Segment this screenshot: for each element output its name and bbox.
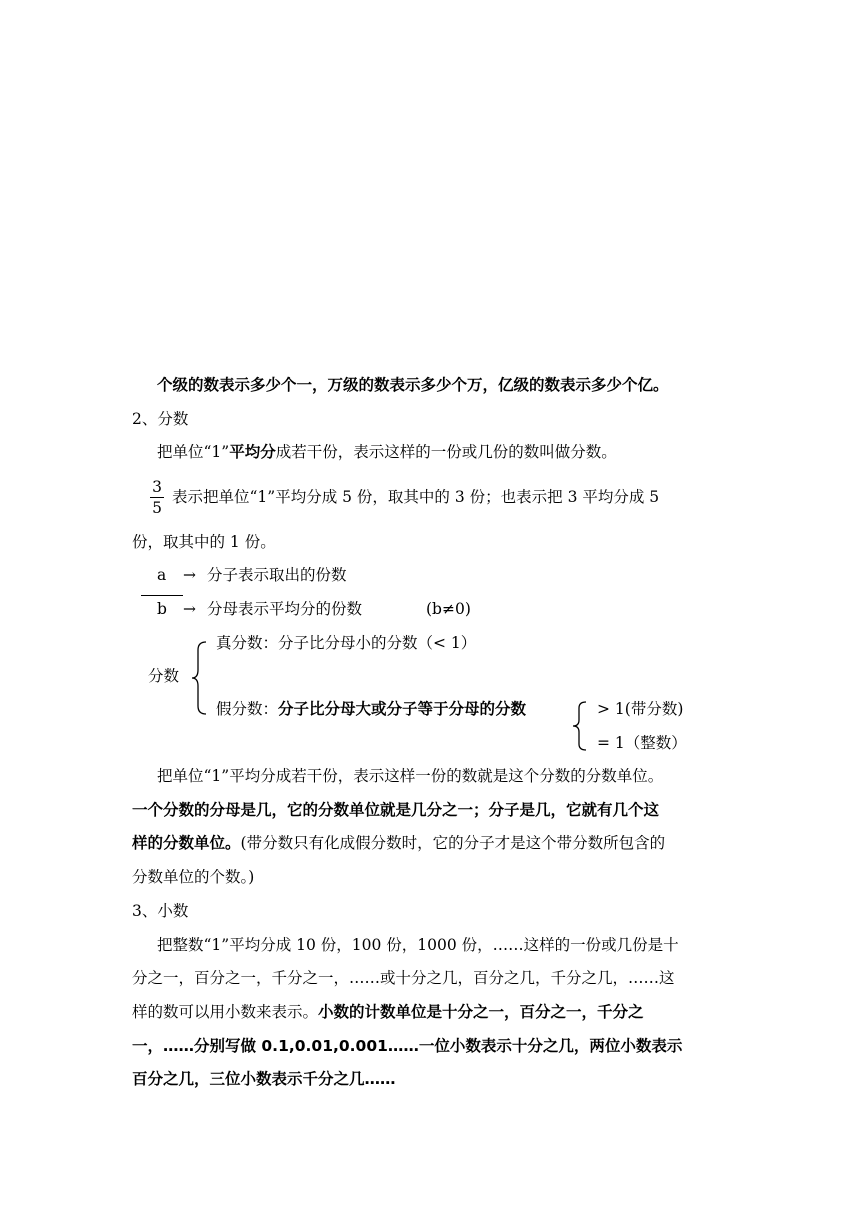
fraction-def-bold: 平均分 <box>229 443 276 461</box>
improper-equal: = 1（整数） <box>597 734 687 752</box>
unit-bold-1: 一个分数的分母是几，它的分数单位就是几分之一；分子是几，它就有几个这 <box>132 801 660 819</box>
denominator-desc: 分母表示平均分的份数 <box>207 600 363 618</box>
fraction-definition <box>157 441 617 463</box>
left-brace-icon <box>190 640 210 716</box>
section-3-heading: 3、小数 <box>132 902 189 920</box>
unit-note-2: 分数单位的个数。) <box>132 868 255 886</box>
decimal-line-3-bold: 小数的计数单位是十分之一，百分之一，千分之 <box>318 1003 644 1021</box>
decimal-line-2: 分之一，百分之一，千分之一，……或十分之几，百分之几，千分之几，……这 <box>132 969 675 987</box>
denominator-symbol: b <box>157 600 167 618</box>
denominator-condition: (b≠0) <box>426 600 471 618</box>
left-brace-icon <box>570 700 590 752</box>
numerator-symbol: a <box>157 566 167 584</box>
example-line-2: 份，取其中的 1 份。 <box>132 533 276 551</box>
fraction-def-pre: 把单位“1” <box>157 443 230 461</box>
classify-label: 分数 <box>148 667 180 685</box>
decimal-line-5: 百分之几，三位小数表示千分之几…… <box>132 1070 396 1088</box>
example-numerator: 3 <box>152 478 162 496</box>
improper-bold: 分子比分母大或分子等于分母的分数 <box>278 700 527 718</box>
decimal-line-3 <box>132 1001 644 1023</box>
fraction-bar <box>150 497 164 498</box>
improper-greater: > 1(带分数) <box>597 700 684 718</box>
unit-note-1: (带分数只有化成假分数时，它的分子才是这个带分数所包含的 <box>240 834 666 852</box>
unit-bold-2: 样的分数单位。 <box>132 834 241 852</box>
decimal-line-1: 把整数“1”平均分成 10 份，100 份，1000 份，……这样的一份或几份是十 <box>157 936 679 954</box>
proper-fraction: 真分数：分子比分母小的分数（< 1） <box>216 634 477 652</box>
improper-fraction <box>216 698 526 720</box>
symbol-fraction-bar <box>141 595 183 596</box>
improper-prefix: 假分数： <box>216 700 279 718</box>
example-denominator: 5 <box>152 499 162 517</box>
section-2-heading: 2、分数 <box>132 410 189 428</box>
decimal-line-4: 一，……分别写做 0.1,0.01,0.001……一位小数表示十分之几，两位小数表示 <box>132 1037 683 1055</box>
unit-line: 把单位“1”平均分成若干份，表示这样一份的数就是这个分数的分数单位。 <box>157 767 664 785</box>
fraction-def-post: 成若干份，表示这样的一份或几份的数叫做分数。 <box>275 443 617 461</box>
decimal-line-3-normal: 样的数可以用小数来表示。 <box>132 1003 319 1021</box>
unit-line-2 <box>132 832 665 854</box>
numerator-desc: 分子表示取出的份数 <box>207 566 347 584</box>
arrow-icon: → <box>183 600 196 618</box>
arrow-icon: → <box>183 566 196 584</box>
example-line-1: 表示把单位“1”平均分成 5 份，取其中的 3 份；也表示把 3 平均分成 5 <box>172 488 660 506</box>
example-fraction <box>150 478 164 517</box>
intro-paragraph: 个级的数表示多少个一，万级的数表示多少个万，亿级的数表示多少个亿。 <box>157 376 669 394</box>
